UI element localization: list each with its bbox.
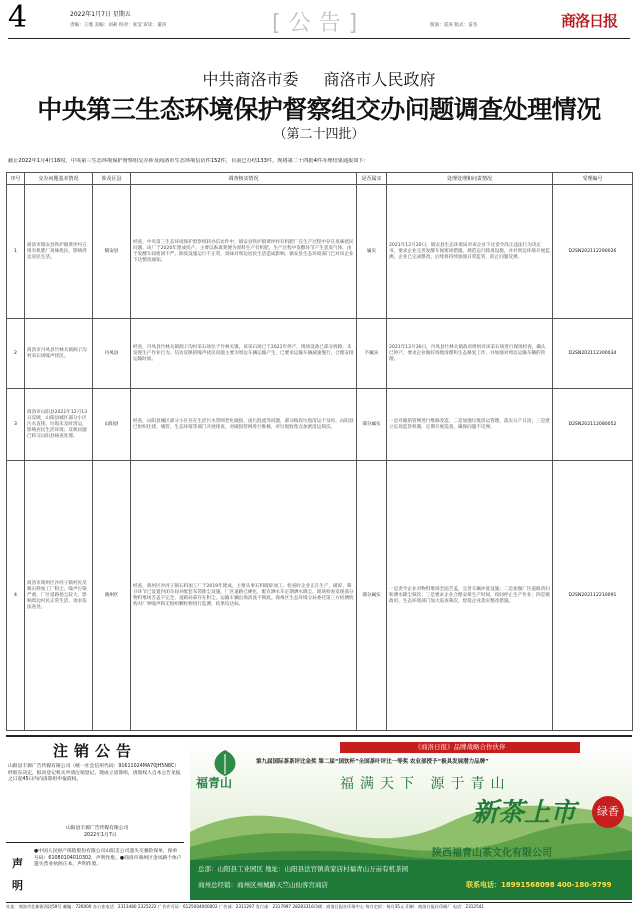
row-number: 1 (7, 185, 25, 319)
table-row (7, 389, 633, 461)
row-handling: 一是对破损管网进行维修改造，二是加强垃圾清运管理，落实日产日清；三是建立长效监管机制，定期开展巡查，确保问题不反弹。 (387, 389, 553, 461)
bottom-divider (6, 735, 632, 737)
batch-label: （第二十四批） (273, 127, 365, 142)
row-handling: 2021年12月20日，镇安县生态环境局对该企业下达责令改正违法行为决定书，要求企业完善发酵车间密闭措施，规范运行除臭设施，并对周边环境开展监测。企业已完成整改，后续将持续加强日常监管，防止问题反弹。 (387, 185, 553, 319)
statement-title: 声明 (12, 857, 23, 892)
footer-imprint: 社址：商洛市北新街西段59号 邮编：726000 办公室电话：2313480 2325222 广告许可证：6125004000002 广告部：2311297 发行部：2317997 28283316印刷：商洛日报社印务中心 每月定价：每月35元 印刷：商洛日报社印刷厂 电话：2312541 (6, 904, 485, 909)
ad-phone: 联系电话：18991568098 400-180-9799 (466, 881, 612, 889)
layout-credits: 版面：雷涛 版式：雷杰 (430, 23, 478, 28)
col-header-finding: 调查核实情况 (131, 173, 357, 185)
issuer-government: 商洛市人民政府 (323, 70, 436, 89)
statement-section (6, 842, 184, 900)
row-number: 2 (7, 319, 25, 389)
col-header-no: 序号 (7, 173, 25, 185)
case-table (6, 172, 633, 731)
red-seal-icon: 绿香 (592, 796, 624, 828)
notice-date: 2022年1月7日 (84, 833, 117, 838)
table-row (7, 319, 633, 389)
brand-logo-text: 福青山 (196, 776, 233, 790)
newspaper-logo: 商洛日报 (561, 12, 618, 30)
row-handling: 一是责令企业对物料堆场全面苫盖，完善车辆冲洗设施；二是加强厂区道路清扫和洒水降尘频次；三是要求企业合理安排生产时间，夜间停止生产作业；四是镇政府、生态环境部门加大巡查频次，督促企业落实整改措施。 (387, 461, 553, 731)
row-county: 丹凤县 (93, 319, 131, 389)
row-number: 4 (7, 461, 25, 731)
row-county: 镇安县 (93, 185, 131, 319)
row-ref-id: D2SN202112290026 (553, 185, 633, 319)
editor-credits: 责编：王瑾 美编：刘莉 校对：张莹 审读：董涛 (70, 23, 167, 28)
row-number: 3 (7, 389, 25, 461)
cancellation-notice (6, 740, 184, 838)
row-ref-id: D2SN202112080052 (553, 389, 633, 461)
table-header-row (7, 173, 633, 185)
ad-address-hq: 总部：山阳县工业园区 地址：山阳县法官镇黄家店村福青山万亩有机茶园 (198, 865, 409, 873)
brand-partner-bar: 《商洛日报》品牌战略合作伙伴 (340, 742, 580, 753)
main-headline: 中央第三生态环境保护督察组交办问题调查处理情况 (37, 95, 601, 124)
tea-advertisement (190, 740, 632, 900)
section-name: 公告 (288, 11, 349, 36)
col-header-ref: 受理编号 (553, 173, 633, 185)
new-tea-calligraphy: 新茶上市 (472, 798, 577, 828)
notice-organization: 山阳县丰源广告传媒有限公司 (66, 826, 129, 831)
issuer-line (0, 67, 638, 90)
page-number: 4 (8, 0, 28, 35)
publication-date: 2022年1月7日 星期五 (70, 11, 131, 18)
col-header-county: 涉及区县 (93, 173, 131, 185)
footer-divider (6, 902, 632, 903)
row-finding: 经查，丹凤县竹林关镇洞子沟村采石场位于竹林关镇，该采石场已于2021年停产，现场设备已部分拆除，未发现生产作业行为。信访反映的噪声扰民问题主要为周边车辆运输产生，已要求运输车辆减速慢行，合理安排运输时间。 (131, 319, 357, 389)
intro-paragraph: 截止2022年1月4日16时，中央第三生态环境保护督察组交办涉及商洛市生态环境信访件152件，目前已办结133件，现将第二十四批4件办理结果通报如下： (8, 158, 369, 164)
row-verified: 部分属实 (357, 461, 387, 731)
row-issue: 商洛市镇安县铁炉镇黄坪村五组有机肥厂臭味扰民，影响周边居民生活。 (25, 185, 93, 319)
col-header-issue: 交办问题基本情况 (25, 173, 93, 185)
row-county: 山阳县 (93, 389, 131, 461)
ad-contact-bar (190, 860, 632, 900)
row-verified: 部分属实 (357, 389, 387, 461)
section-label: [公告] (272, 11, 366, 36)
table-row (7, 461, 633, 731)
table-row (7, 185, 633, 319)
row-verified: 属实 (357, 185, 387, 319)
row-issue: 商洛市丹凤县竹林关镇洞子沟村采石场噪声扰民。 (25, 319, 93, 389)
ad-company-name: 陕西福青山茶文化有限公司 (432, 848, 552, 859)
masthead (0, 0, 638, 48)
ad-slogan: 福满天下 源于青山 (340, 776, 511, 792)
row-verified: 不属实 (357, 319, 387, 389)
row-finding: 经查，商州区沙河子镇石料加工厂于2019年建成，主要从事石料破碎加工。检查时企业正在生产，破碎、筛分环节已设置封闭车间并配套布袋除尘设施，厂区道路已硬化，配有洒水车定期洒水降尘。现场检查发现部分物料堆场苫盖不完全，道路局部存在积尘，运输车辆出场清洗不彻底。商州区生态环境分局委托第三方检测机构对厂界噪声和无组织颗粒物进行监测，结果均达标。 (131, 461, 357, 731)
notice-title: 注销公告 (52, 742, 137, 760)
row-ref-id: D2SN202112210091 (553, 461, 633, 731)
issuer-party: 中共商洛市委 (202, 70, 299, 89)
award-line: 第九届国际茶茶评比金奖 第二届“国饮杯”全国茶叶评比一等奖 农业部授予“极具发展潜力品牌” (256, 759, 489, 765)
ad-address-distributor: 商州总经销：商州区州城路天竺山仙客宫商店 (198, 881, 328, 889)
row-handling: 2021年12月30日，丹凤县竹林关镇政府组织对该采石场进行现场检查，确认已停产，要求企业做好场地清理和生态修复工作，并加强对周边运输车辆的管理。 (387, 319, 553, 389)
row-ref-id: D2SN202112300034 (553, 319, 633, 389)
row-issue: 商洛市山阳县2021年12月13日反映，山阳县城区部分小区污水直排，垃圾未及时清运，影响居民生活环境；反映问题已转交山阳县核查处理。 (25, 389, 93, 461)
notice-body: 山阳县丰源广告传媒有限公司（统一社会信用代码：91611024MA70JH5N8C）经股东决定，拟向登记机关申请注销登记，现成立清算组，请债权人自本公告见报之日起45日内向清算组申报债权。 (8, 764, 181, 782)
row-finding: 经查，中央第三生态环境保护督察组转办信访件中，镇安县铁炉镇黄坪村有机肥厂在生产过程中存在臭味扰民问题。该厂于2020年建成投产，主要以畜禽粪便为原料生产有机肥，生产过程中发酵环节产生恶臭气体，由于发酵车间密闭不严、除臭设施运行不正常，臭味对周边居民生活造成影响。镇安县生态环境部门已对该企业下达整改通知。 (131, 185, 357, 319)
col-header-handling: 处理处理和问责情况 (387, 173, 553, 185)
row-finding: 经查，山阳县城区部分小区存在生活污水管网老化破损、雨污混流等问题，部分路段垃圾清运不及时。山阳县已组织住建、城管、生态环境等部门开展排查，对破损管网进行维修，对垃圾收集点加密清运频次。 (131, 389, 357, 461)
row-issue: 商洛市商州区沙河子镇村民反映石料加工厂粉尘、噪声污染严重，厂区道路扬尘较大，影响周边村民正常生活，请求依法查处。 (25, 461, 93, 731)
col-header-verified: 是否属实 (357, 173, 387, 185)
row-county: 商州区 (93, 461, 131, 731)
statement-body: ●中国人民财产保险股份有限公司山阳支公司遗失交强险保单，保单号码：61080104010302，声明作废。●商洛市商州区金凤路个体户遗失营业执照正本，声明作废。 (34, 849, 182, 867)
masthead-divider (8, 38, 630, 39)
